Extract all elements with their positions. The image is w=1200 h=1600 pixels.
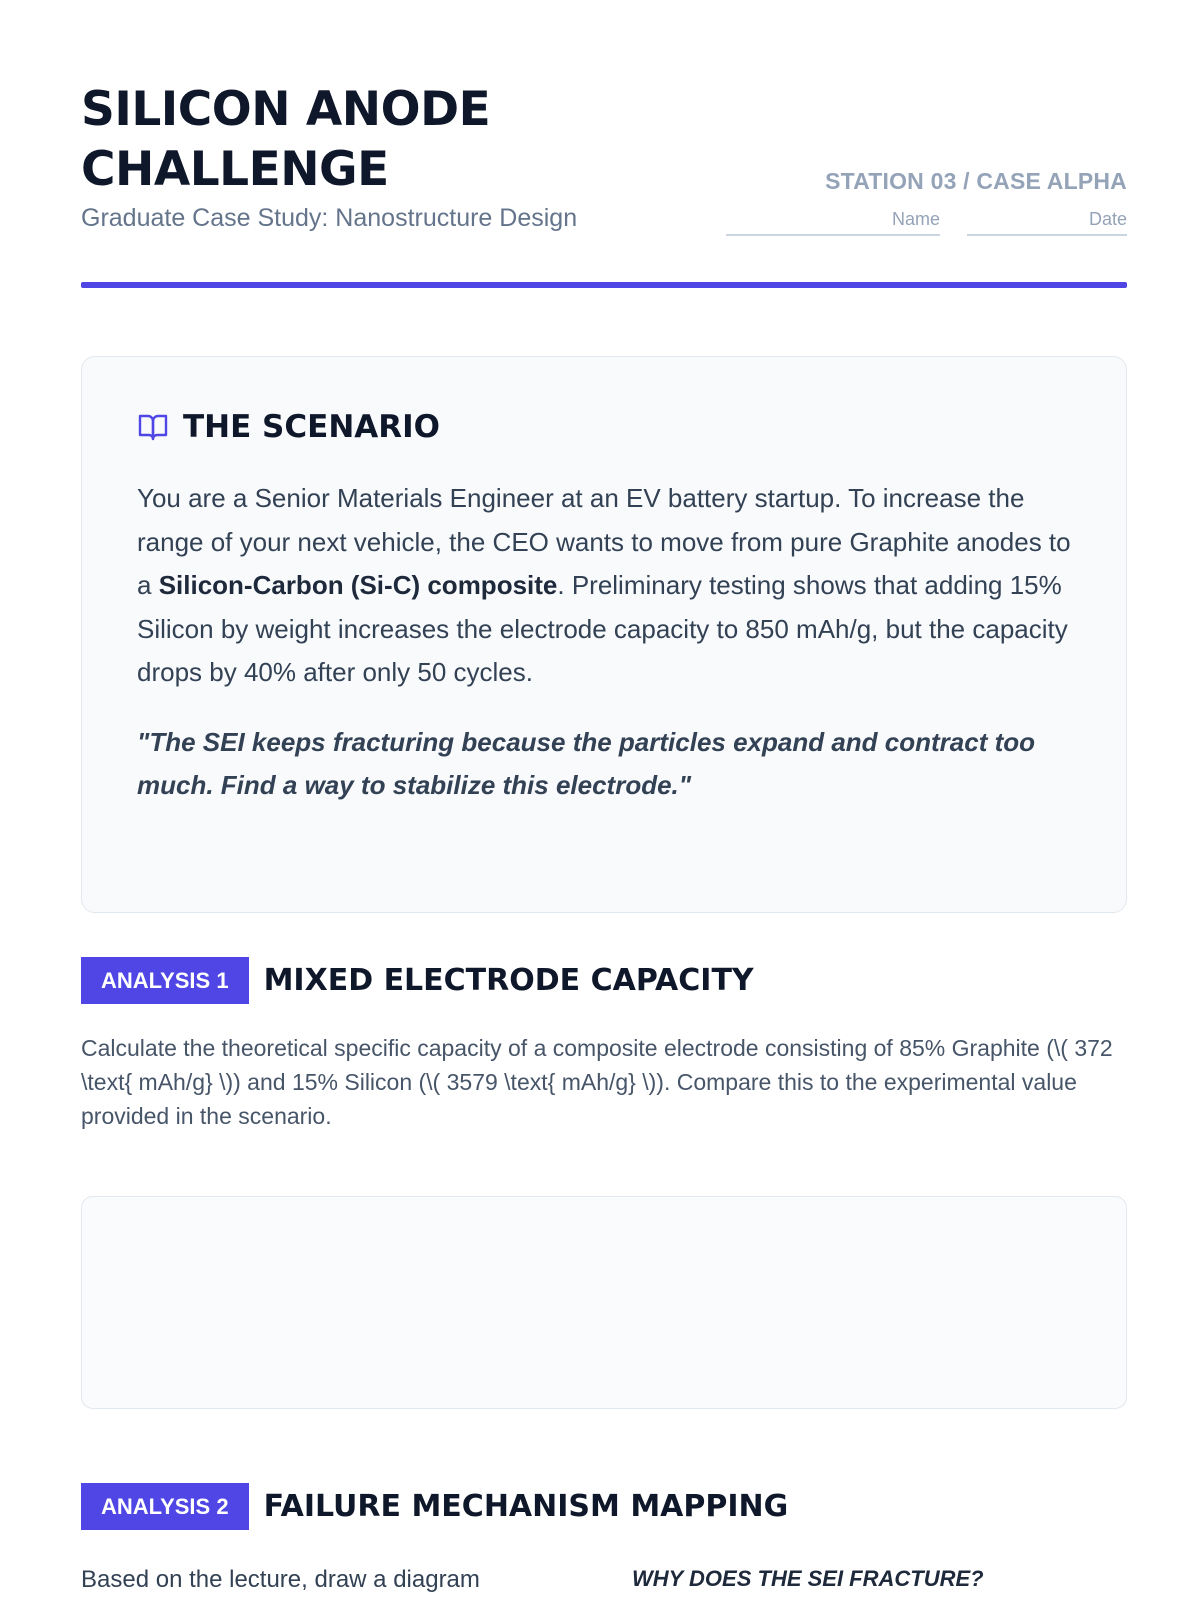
header-divider (81, 282, 1127, 288)
analysis-2-question: WHY DOES THE SEI FRACTURE? (632, 1566, 984, 1591)
analysis-1-answer-box[interactable] (81, 1196, 1127, 1409)
page-title-line-1: SILICON ANODE (81, 82, 491, 137)
page-title-line-2: CHALLENGE (81, 142, 389, 197)
scenario-body-text-2: . Preliminary testing shows that adding 15% Silicon by weight increases the electrode capacity to 850 mAh/g, but the capacity drops by 40% after only 50 cycles. (137, 570, 1068, 687)
station-label: STATION 03 / CASE ALPHA (825, 168, 1127, 194)
analysis-1-title: MIXED ELECTRODE CAPACITY (263, 963, 754, 998)
name-field[interactable]: Name (726, 209, 940, 236)
scenario-card (81, 356, 1127, 913)
scenario-body-text-1: You are a Senior Materials Engineer at an EV battery startup. To increase the range of your next vehicle, the CEO wants to move from pure Graphite anodes to a (137, 483, 1071, 600)
analysis-1-heading (81, 957, 754, 1004)
document-header (81, 80, 1127, 233)
header-meta (707, 168, 1127, 236)
analysis-2-badge: ANALYSIS 2 (81, 1483, 249, 1530)
date-field[interactable]: Date (967, 209, 1127, 236)
analysis-2-heading (81, 1483, 788, 1530)
analysis-1-badge: ANALYSIS 1 (81, 957, 249, 1004)
scenario-title: THE SCENARIO (183, 409, 441, 445)
ceo-quote: "The SEI keeps fracturing because the particles expand and contract too much. Find a way to stabilize this electrode." (137, 726, 1036, 800)
scenario-heading (137, 409, 1071, 445)
scenario-body (137, 477, 1071, 695)
analysis-2-prompt: Based on the lecture, draw a diagram (81, 1566, 480, 1593)
analysis-2-title: FAILURE MECHANISM MAPPING (263, 1489, 789, 1524)
page-title (81, 80, 721, 200)
analysis-1-prompt: Calculate the theoretical specific capacity of a composite electrode consisting of 85% Graphite (\( 372 \text{ mAh/g} \)) and 15% Silicon (\( 3579 \text{ mAh/g} \)). Compare this to the experimental value provided in the scenario. (81, 1035, 1113, 1129)
page-subtitle: Graduate Case Study: Nanostructure Design (81, 204, 578, 232)
scenario-body-emphasis: Silicon-Carbon (Si-C) composite (158, 570, 558, 600)
name-date-fields (707, 209, 1127, 236)
book-icon (137, 412, 169, 442)
